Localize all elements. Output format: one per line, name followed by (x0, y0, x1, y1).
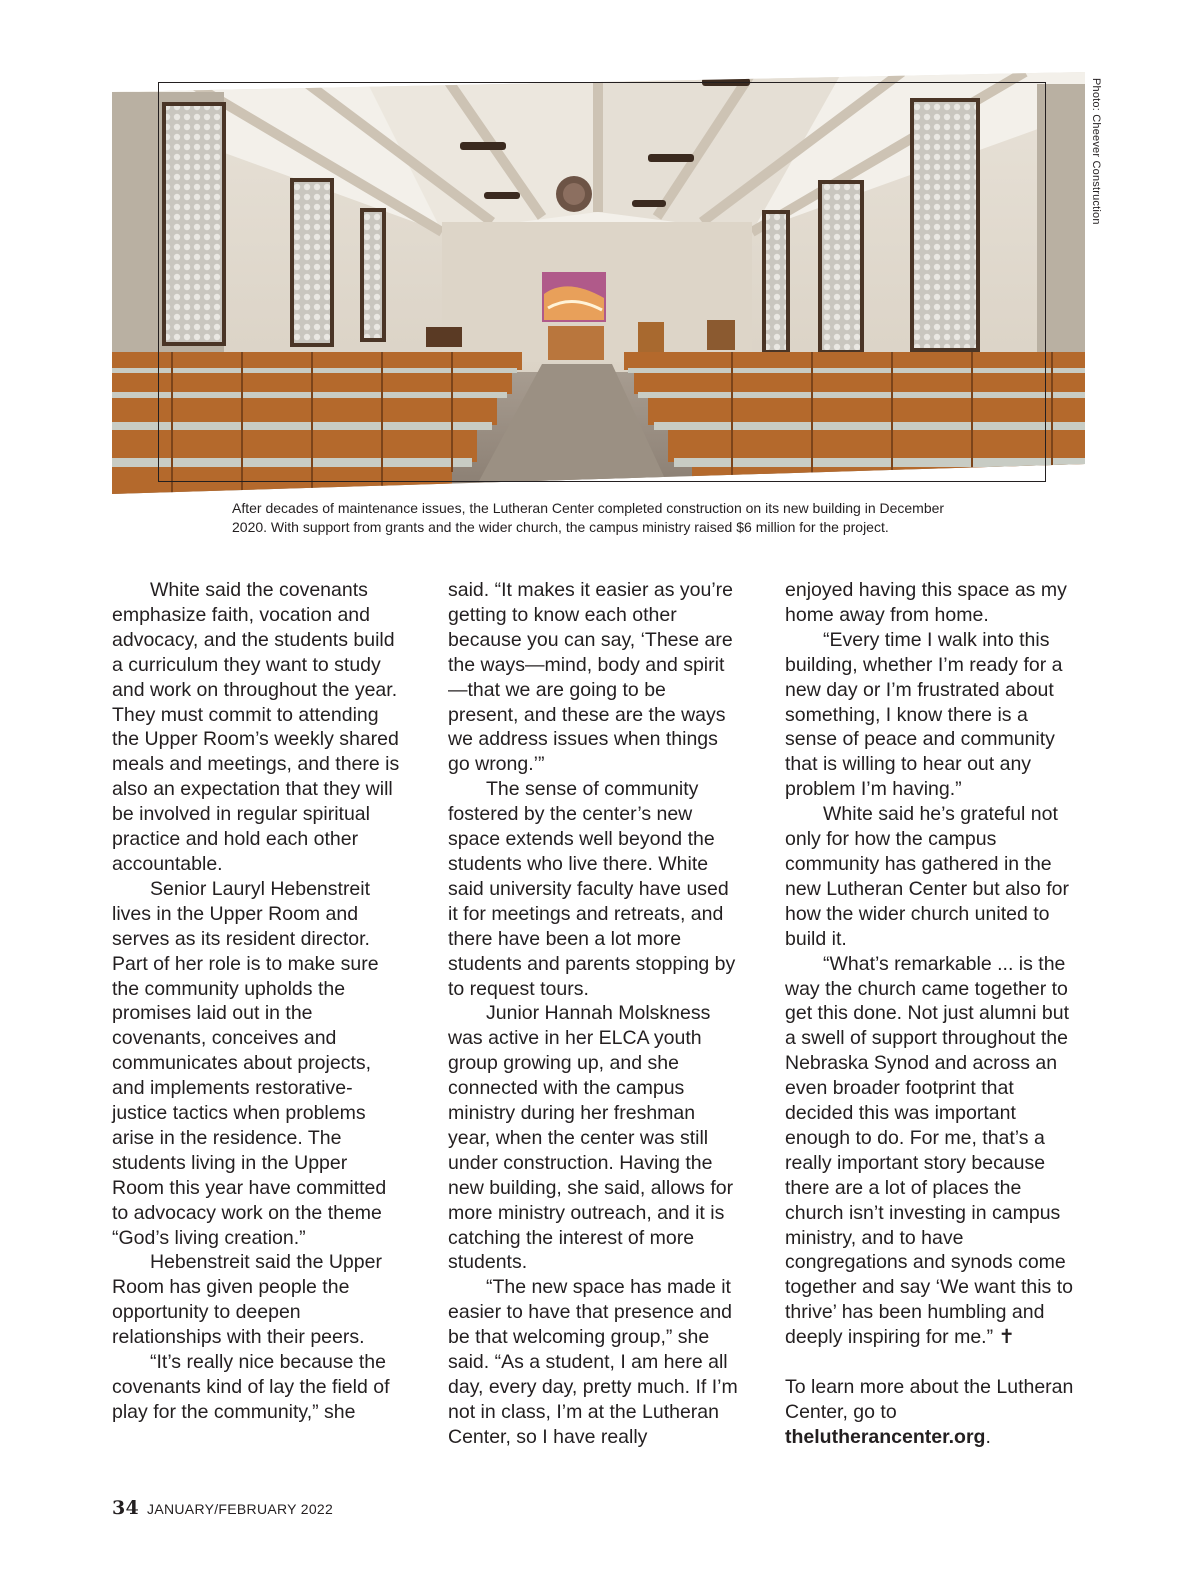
paragraph: “It’s really nice because the covenants kind of lay the field of play for the community,” she (112, 1351, 390, 1423)
photo-credit (1090, 78, 1104, 278)
article-column-1 (112, 578, 404, 1425)
learn-more-period: . (985, 1425, 991, 1448)
chapel-photo (112, 72, 1085, 494)
article-column-2 (448, 578, 740, 1450)
page-footer (112, 1497, 333, 1519)
photo-credit-text: Photo: Cheever Construction (1090, 78, 1102, 225)
paragraph: “The new space has made it easier to have that presence and be that welcoming group,” she said. “As a student, I am here all day, every day, pretty much. If I’m not in class, I’m at the Lutheran Center, so I have really (448, 1276, 738, 1448)
paragraph: enjoyed having this space as my home away from home. (785, 579, 1067, 626)
article-column-3 (785, 578, 1077, 1450)
paragraph: said. “It makes it easier as you’re getting to know each other because you can say, ‘These are the ways—mind, body and spirit—that we are going to be present, and these are the ways we address issues when things go wrong.’” (448, 579, 734, 776)
paragraph: Junior Hannah Molskness was active in her ELCA youth group growing up, and she connected with the campus ministry during her freshman year, when the center was still under construction. Having the new building, she said, allows for more ministry outreach, and it is catching the interest of more students. (448, 1002, 734, 1274)
issue-date: JANUARY/FEBRUARY 2022 (147, 1501, 334, 1517)
paragraph: White said the covenants emphasize faith, vocation and advocacy, and the students build a curriculum they want to study and work on throughout the year. They must commit to attending the Upper Room’s weekly shared meals and meetings, and there is also an expectation that they will be involved in regular spiritual practice and hold each other accountable. (112, 579, 400, 875)
page-number: 34 (112, 1497, 140, 1519)
paragraph: The sense of community fostered by the center’s new space extends well beyond the students who live there. White said university faculty have used it for meetings and retreats, and there have been a lot more students and parents stopping by to request tours. (448, 778, 736, 1000)
learn-more-text: To learn more about the Lutheran Center, go to (785, 1375, 1074, 1423)
learn-more (785, 1375, 1077, 1450)
website-link[interactable]: thelutherancenter.org (785, 1425, 986, 1448)
paragraph: “Every time I walk into this building, whether I’m ready for a new day or I’m frustrated about something, I know there is a sense of peace and community that is willing to hear out any problem I’m having.” (785, 628, 1063, 801)
paragraph: “What’s remarkable ... is the way the church came together to get this done. Not just alumni but a swell of support throughout the Nebraska Synod and across an even broader footprint that decided this was important enough to do. For me, that’s a really important story because there are a lot of places the church isn’t investing in campus ministry, and to have congregations and synods come together and say ‘We want this to thrive’ has been humbling and deeply inspiring for me.” ✝ (785, 952, 1073, 1349)
paragraph: Hebenstreit said the Upper Room has given people the opportunity to deepen relationships with their peers. (112, 1251, 382, 1349)
chapel-interior-illustration (112, 72, 1085, 494)
paragraph: White said he’s grateful not only for how the campus community has gathered in the new Lutheran Center but also for how the wider church united to build it. (785, 803, 1070, 950)
paragraph: Senior Lauryl Hebenstreit lives in the Upper Room and serves as its resident director. Part of her role is to make sure the community upholds the promises laid out in the covenants, conceives and communicates about projects, and implements restorative-justice tactics when problems arise in the residence. The students living in the Upper Room this year have committed to advocacy work on the theme “God’s living creation.” (112, 877, 387, 1249)
photo-caption: After decades of maintenance issues, the Lutheran Center completed construction on its new building in December 2020. With support from grants and the wider church, the campus ministry raised $6 million for the project. (232, 500, 945, 535)
